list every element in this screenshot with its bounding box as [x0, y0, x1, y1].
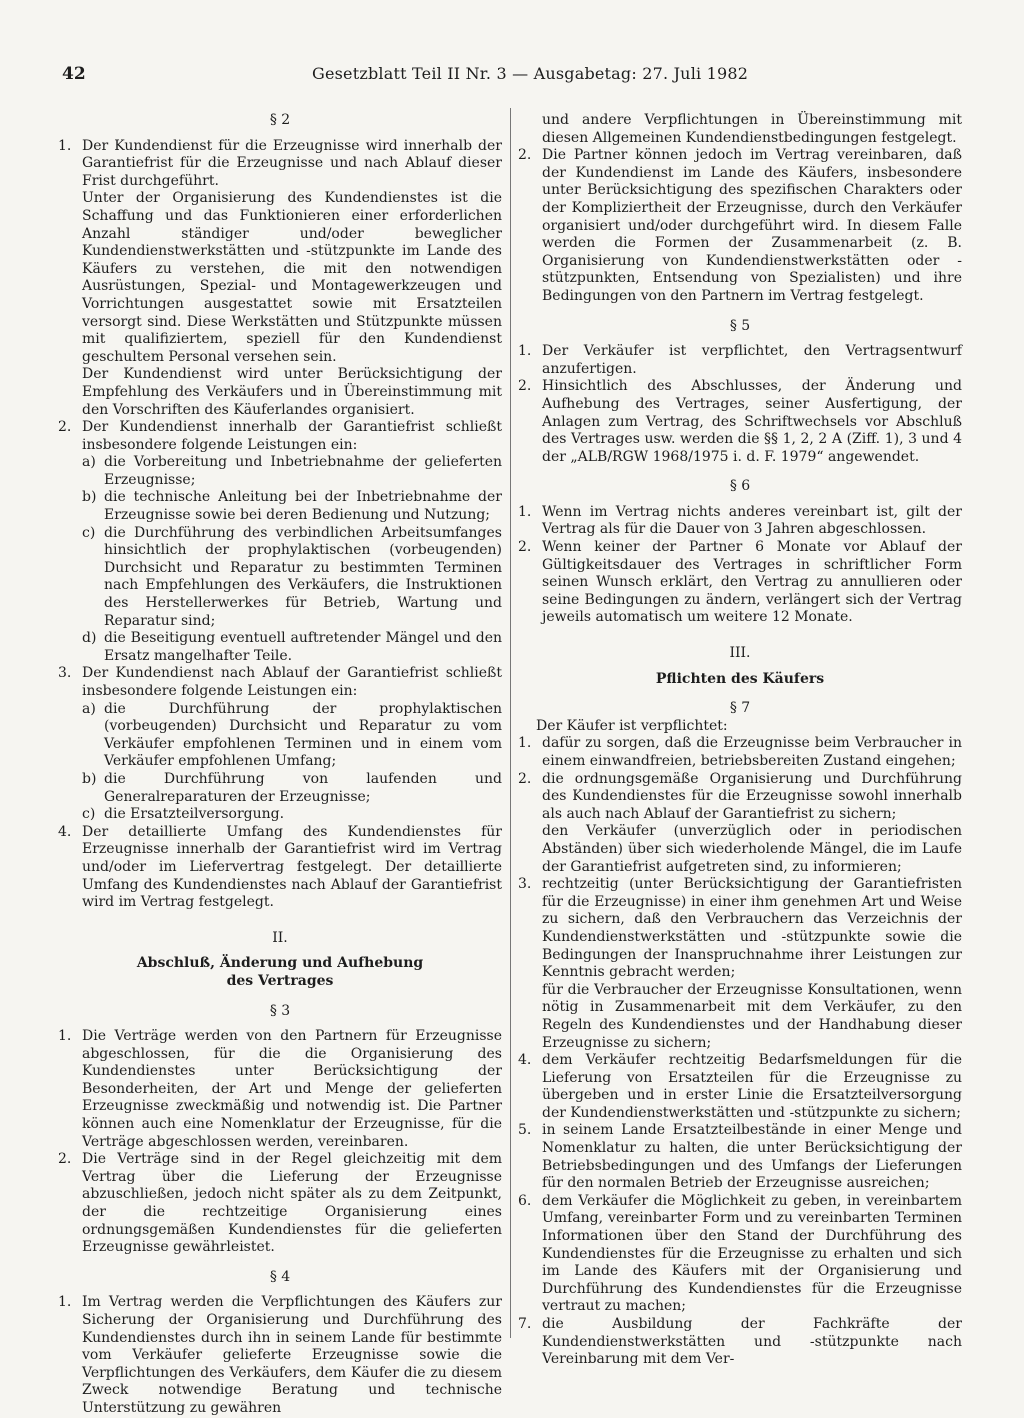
paragraph: den Verkäufer (unverzüglich oder in periodischen Abständen) über sich wiederholende Mängel, die im Laufe der Garantiefrist aufgetreten sind, zu informieren; [542, 823, 962, 875]
right-column [518, 112, 962, 1369]
chapter-number: III. [729, 645, 751, 662]
section-mark-3: § 3 [269, 1002, 291, 1019]
section-mark-7: § 7 [729, 700, 751, 717]
chapter-heading: des Vertrages [226, 972, 334, 989]
list-item: 1. Der Kundendienst für die Erzeugnisse wird innerhalb der Garantiefrist für die Erzeugnisse und nach Ablauf dieser Frist durchgeführt. [58, 137, 502, 189]
chapter-heading: Abschluß, Änderung und Aufhebung [136, 955, 424, 972]
list-item: 4. Der detaillierte Umfang des Kundendienstes für Erzeugnisse innerhalb der Garantiefrist wird im Vertrag und/oder im Liefervertrag festgelegt. Der detaillierte Umfang des Kundendienstes nach Ablauf der Garantiefrist wird im Vertrag festgelegt. [58, 823, 502, 911]
left-column [58, 112, 502, 1418]
list-item: 1. Die Verträge werden von den Partnern für Erzeugnisse abgeschlossen, für die die Organisierung des Kundendienstes unter Berücksichtigung der Besonderheiten, der Art und Menge der gelieferten Erzeugnisse zweckmäßig und notwendig ist. Die Partner können auch eine Nomenklatur der Erzeugnisse, für die Verträge abgeschlossen werden, vereinbaren. [58, 1028, 502, 1150]
list-item: 7. die Ausbildung der Fachkräfte der Kundendienstwerkstätten und -stützpunkte nach Vereinbarung mit dem Ver- [518, 1316, 962, 1368]
sub-item: b) die Durchführung von laufenden und Generalreparaturen der Erzeugnisse; [82, 770, 502, 805]
list-item: 3. Der Kundendienst nach Ablauf der Garantiefrist schließt insbesondere folgende Leistungen ein: [58, 665, 502, 699]
sub-item: a) die Vorbereitung und Inbetriebnahme der gelieferten Erzeugnisse; [82, 454, 502, 488]
list-item: 1. Wenn im Vertrag nichts anderes vereinbart ist, gilt der Vertrag als für die Dauer von 3 Jahren abgeschlossen. [518, 503, 962, 538]
section-mark-4: § 4 [269, 1268, 291, 1285]
list-item: 5. in seinem Lande Ersatzteilbestände in einer Menge und Nomenklatur zu halten, die unter Berücksichtigung der Betriebsbedingungen und des Umfangs der Lieferungen für den normalen Betrieb der Erzeugnisse ausreichen; [518, 1122, 962, 1192]
list-item: 6. dem Verkäufer die Möglichkeit zu geben, in vereinbartem Umfang, vereinbarter Form und zu vereinbarten Terminen Informationen über den Stand der Durchführung des Kundendienstes für die Erzeugnisse zu erhalten und sich im Lande des Käufers mit der Organisierung und Durchführung des Kundendienstes für die Erzeugnisse vertraut zu machen; [518, 1192, 962, 1315]
page-header [62, 64, 932, 94]
list-item: 1. Der Verkäufer ist verpflichtet, den Vertragsentwurf anzufertigen. [518, 343, 962, 377]
list-item: 4. dem Verkäufer rechtzeitig Bedarfsmeldungen für die Lieferung von Ersatzteilen für die Erzeugnisse zu übergeben und in erster Linie die Ersatzteilversorgung der Kundendienstwerkstätten und -stützpunkte zu sichern; [518, 1052, 962, 1121]
list-item: 3. rechtzeitig (unter Berücksichtigung der Garantiefristen für die Erzeugnisse) in einer ihm genehmen Art und Weise zu sichern, daß den Verbrauchern das Verzeichnis der Kundendienstwerkstätten und -stützpunkte sowie die Bedingungen der Inanspruchnahme ihrer Leistungen zur Kenntnis gebracht werden; [518, 876, 962, 981]
list-item: 2. Hinsichtlich des Abschlusses, der Änderung und Aufhebung des Vertrages, seiner Ausfertigung, der Anlagen zum Vertrag, des Schriftwechsels vor Abschluß des Vertrages usw. werden die §§ 1, 2, 2 A (Ziff. 1), 3 und 4 der „ALB/RGW 1968/1975 i. d. F. 1979“ angewendet. [518, 378, 962, 465]
list-item: 1. Im Vertrag werden die Verpflichtungen des Käufers zur Sicherung der Organisierung und Durchführung des Kundendienstes durch ihn in seinem Lande für bestimmte vom Verkäufer gelieferte Erzeugnisse sowie die Verpflichtungen des Verkäufers, dem Käufer die zu diesem Zweck notwendige Beratung und technische Unterstützung zu gewähren [58, 1294, 502, 1416]
section-mark-5: § 5 [729, 317, 751, 334]
page-number: 42 [62, 64, 86, 84]
sub-item: c) die Ersatzteilversorgung. [82, 806, 285, 823]
chapter-heading: Pflichten des Käufers [655, 670, 825, 687]
list-item: 2. Der Kundendienst innerhalb der Garantiefrist schließt insbesondere folgende Leistungen ein: [58, 419, 502, 453]
list-item: 1. dafür zu sorgen, daß die Erzeugnisse beim Verbraucher in einem einwandfreien, betriebsbereiten Zustand eingehen; [518, 735, 962, 769]
paragraph: für die Verbraucher der Erzeugnisse Konsultationen, wenn nötig in Zusammenarbeit mit dem Verkäufer, zu den Regeln des Kundendienstes und der Handhabung dieser Erzeugnisse zu sichern; [542, 981, 962, 1051]
sub-item: d) die Beseitigung eventuell auftretender Mängel und den Ersatz mangelhafter Teile. [82, 630, 502, 664]
sub-item: b) die technische Anleitung bei der Inbetriebnahme der Erzeugnisse sowie bei deren Bedienung und Nutzung; [82, 489, 502, 524]
paragraph: Unter der Organisierung des Kundendienstes ist die Schaffung und das Funktionieren einer erforderlichen Anzahl ständiger und/oder beweglicher Kundendienstwerkstätten und -stützpunkte im Lande des Käufers zu verstehen, die mit den notwendigen Ausrüstungen, Spezial- und Montagewerkzeugen und Vorrichtungen ausgestattet sowie mit Ersatzteilen versorgt sind. Diese Werkstätten und Stützpunkte müssen mit qualifiziertem, speziell für den Kundendienst geschultem Personal versehen sein. [82, 190, 502, 365]
paragraph: Der Käufer ist verpflichtet: [536, 717, 728, 734]
sub-item: a) die Durchführung der prophylaktischen (vorbeugenden) Durchsicht und Reparatur zu vom Verkäufer empfohlenen Terminen und in einem vom Verkäufer empfohlenen Umfang; [82, 700, 502, 770]
column-divider [510, 108, 511, 1338]
section-mark-2: § 2 [269, 112, 291, 128]
section-mark-6: § 6 [729, 478, 751, 495]
paragraph: und andere Verpflichtungen in Übereinstimmung mit diesen Allgemeinen Kundendienstbedingungen festgelegt. [542, 112, 962, 146]
list-item: 2. Die Partner können jedoch im Vertrag vereinbaren, daß der Kundendienst im Lande des Käufers, insbesondere unter Berücksichtigung des spezifischen Charakters oder der Kompliziertheit der Erzeugnisse, durch den Verkäufer organisiert und/oder durchgeführt wird. In diesem Falle werden die Formen der Zusammenarbeit (z. B. Organisierung von Kundendienstwerkstätten oder -stützpunkten, Entsendung von Spezialisten) und ihre Bedingungen von den Partnern im Vertrag festgelegt. [518, 147, 962, 304]
chapter-number: II. [272, 929, 288, 946]
gazette-title: Gesetzblatt Teil II Nr. 3 — Ausgabetag: 27. Juli 1982 [312, 64, 749, 83]
list-item: 2. Die Verträge sind in der Regel gleichzeitig mit dem Vertrag über die Lieferung der Erzeugnisse abzuschließen, jedoch nicht später als zu dem Zeitpunkt, der die rechtzeitige Organisierung eines ordnungsgemäßen Kundendienstes für die gelieferten Erzeugnisse gewährleistet. [58, 1151, 502, 1256]
paragraph: Der Kundendienst wird unter Berücksichtigung der Empfehlung des Verkäufers und in Übereinstimmung mit den Vorschriften des Käuferlandes organisiert. [82, 366, 502, 418]
list-item: 2. die ordnungsgemäße Organisierung und Durchführung des Kundendienstes für die Erzeugnisse sowohl innerhalb als auch nach Ablauf der Garantiefrist zu sichern; [518, 770, 962, 822]
list-item: 2. Wenn keiner der Partner 6 Monate vor Ablauf der Gültigkeitsdauer des Vertrages in schriftlicher Form seinen Wunsch erklärt, den Vertrag zu annullieren oder seine Bedingungen zu ändern, verlängert sich der Vertrag jeweils automatisch um weitere 12 Monate. [518, 539, 962, 626]
sub-item: c) die Durchführung des verbindlichen Arbeitsumfanges hinsichtlich der prophylaktischen (vorbeugenden) Durchsicht und Reparatur zu bestimmten Terminen nach Empfehlungen des Verkäufers, die Instruktionen des Herstellerwerkes für Betrieb, Wartung und Reparatur sind; [82, 524, 502, 629]
